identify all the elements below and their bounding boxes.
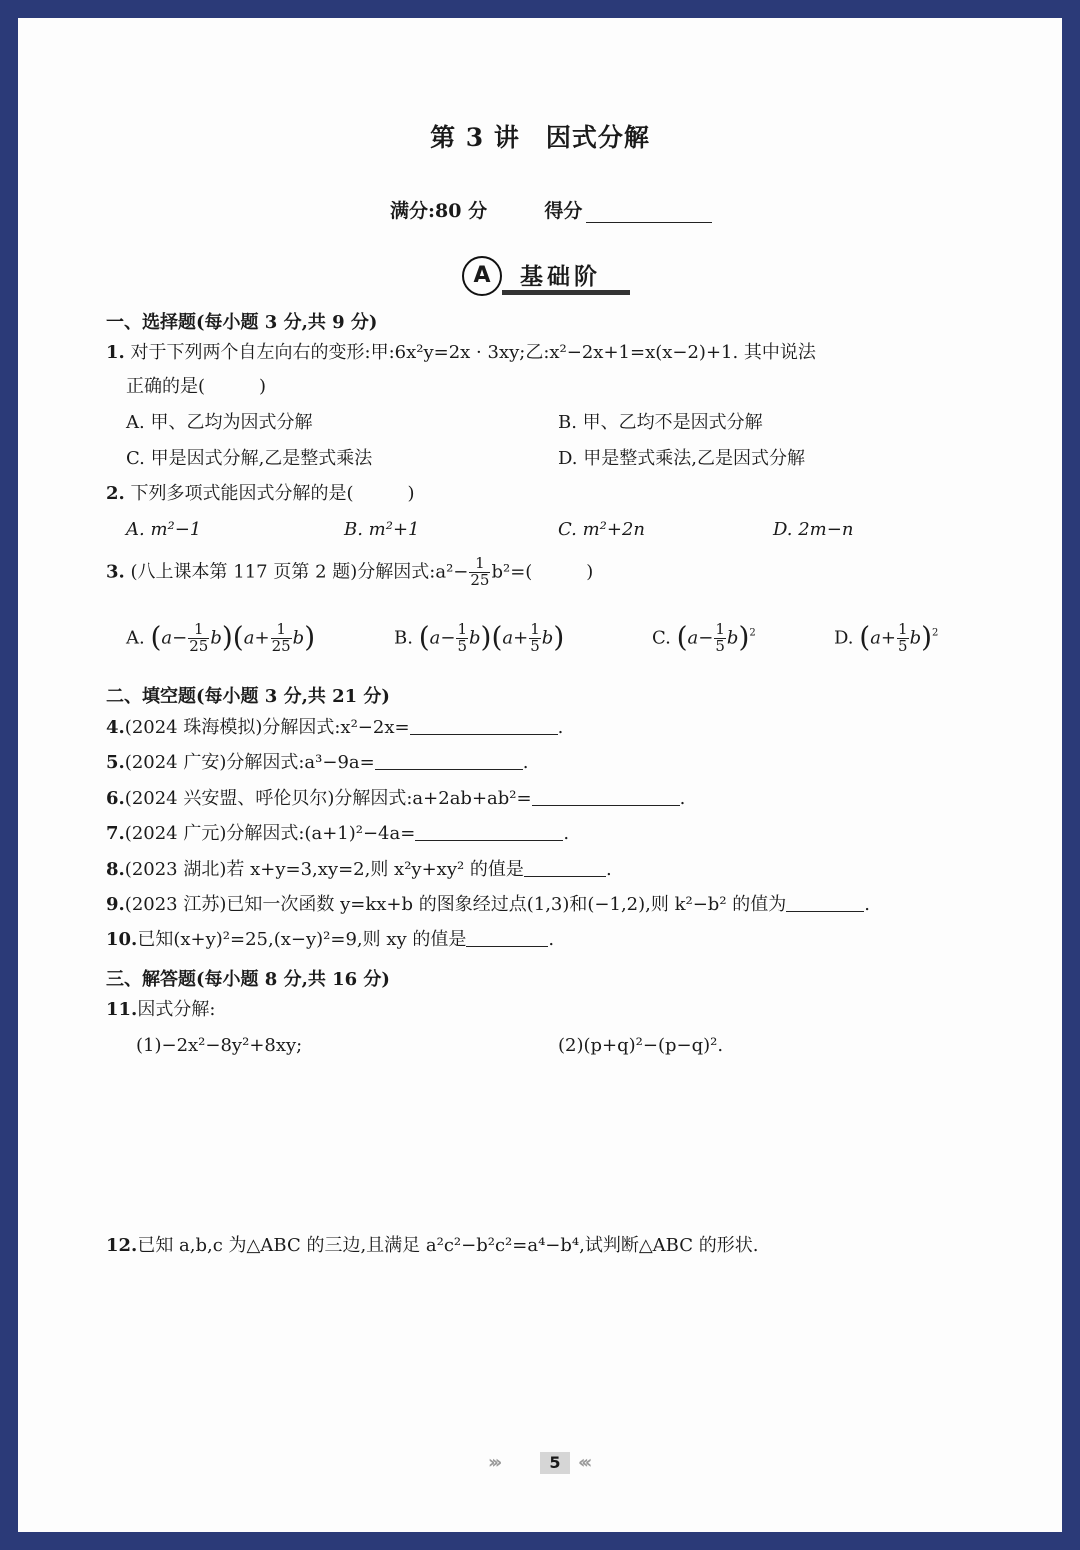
question-1 (106, 344, 816, 362)
level-underline (502, 290, 630, 295)
question-text: 下列多项式能因式分解的是( ) (130, 483, 415, 504)
score-line (390, 196, 712, 223)
question-number: 2. (106, 483, 125, 504)
option-d[interactable]: D. 2m−n (773, 519, 854, 540)
section-heading-fill: 二、填空题(每小题 3 分,共 21 分) (106, 686, 390, 707)
question-12: 12.已知 a,b,c 为△ABC 的三边,且满足 a²c²−b²c²=a⁴−b⁴,试判断△ABC 的形状. (106, 1235, 759, 1256)
got-score-label: 得分 (544, 200, 583, 222)
question-7: 7.(2024 广元)分解因式:(a+1)²−4a= . (106, 823, 570, 844)
option-c[interactable]: C. m²+2n (558, 519, 645, 540)
option-a[interactable]: A. 甲、乙均为因式分解 (126, 412, 313, 433)
option-d[interactable]: D. (a+ $\frac{1}{5}$ b)$^2$ (834, 620, 939, 655)
answer-blank[interactable] (786, 895, 864, 912)
option-b[interactable]: B. m²+1 (344, 519, 420, 540)
answer-blank[interactable] (410, 718, 558, 735)
full-score: 满分:80 分 (390, 200, 488, 222)
page-title: 第 3 讲 因式分解 (430, 123, 650, 152)
level-label: 基础阶 (520, 264, 601, 290)
question-number: 1. (106, 342, 125, 363)
question-10: 10.已知(x+y)²=25,(x−y)²=9,则 xy 的值是 . (106, 929, 555, 950)
answer-blank[interactable] (466, 930, 548, 947)
question-8: 8.(2023 湖北)若 x+y=3,xy=2,则 x²y+xy² 的值是 . (106, 859, 612, 880)
answer-blank[interactable] (415, 824, 563, 841)
level-badge (462, 256, 632, 296)
question-4: 4.(2024 珠海模拟)分解因式:x²−2x= . (106, 717, 564, 738)
question-1-cont: 正确的是( ) (126, 376, 267, 397)
question-number: 3. (106, 561, 125, 583)
question-11-part-2: (2)(p+q)²−(p−q)². (558, 1035, 724, 1056)
level-letter: A (462, 256, 502, 296)
option-b[interactable]: B. 甲、乙均不是因式分解 (558, 412, 763, 433)
chevron-right-icon: ››› (488, 1452, 499, 1473)
question-2 (106, 485, 415, 503)
section-heading-solve: 三、解答题(每小题 8 分,共 16 分) (106, 969, 390, 990)
score-blank[interactable] (586, 204, 712, 223)
option-d[interactable]: D. 甲是整式乘法,乙是因式分解 (558, 448, 805, 469)
option-c[interactable]: C. (a− $\frac{1}{5}$ b)$^2$ (652, 620, 756, 655)
option-b[interactable]: B. (a− $\frac{1}{5}$ b)(a+ $\frac{1}{5}$ b) (394, 620, 565, 655)
option-c[interactable]: C. 甲是因式分解,乙是整式乘法 (126, 448, 373, 469)
question-3 (106, 556, 593, 589)
question-11-part-1: (1)−2x²−8y²+8xy; (136, 1035, 303, 1056)
worksheet-page (18, 18, 1062, 1532)
option-a[interactable]: A. (a− $\frac{1}{25}$ b)(a+ $\frac{1}{25}$ b) (126, 620, 316, 655)
fraction: $\frac{1}{25}$ (470, 554, 490, 589)
page-footer (488, 1450, 628, 1480)
question-6: 6.(2024 兴安盟、呼伦贝尔)分解因式:a+2ab+ab²= . (106, 788, 686, 809)
chevron-left-icon: ‹‹‹ (578, 1452, 589, 1473)
question-text: (八上课本第 117 页第 2 题)分解因式:a²− (130, 561, 469, 583)
section-heading-choice: 一、选择题(每小题 3 分,共 9 分) (106, 312, 378, 333)
question-9: 9.(2023 江苏)已知一次函数 y=kx+b 的图象经过点(1,3)和(−1,2),则 k²−b² 的值为 . (106, 894, 870, 915)
page-number: 5 (540, 1452, 570, 1474)
question-11: 11.因式分解: (106, 999, 216, 1020)
answer-blank[interactable] (524, 860, 606, 877)
question-5: 5.(2024 广安)分解因式:a³−9a= . (106, 752, 529, 773)
answer-blank[interactable] (375, 753, 523, 770)
question-text: 对于下列两个自左向右的变形:甲:6x²y=2x · 3xy;乙:x²−2x+1=x(x−2)+1. 其中说法 (130, 342, 816, 363)
answer-blank[interactable] (532, 789, 680, 806)
option-a[interactable]: A. m²−1 (126, 519, 202, 540)
question-tail: b²=( ) (491, 561, 594, 583)
